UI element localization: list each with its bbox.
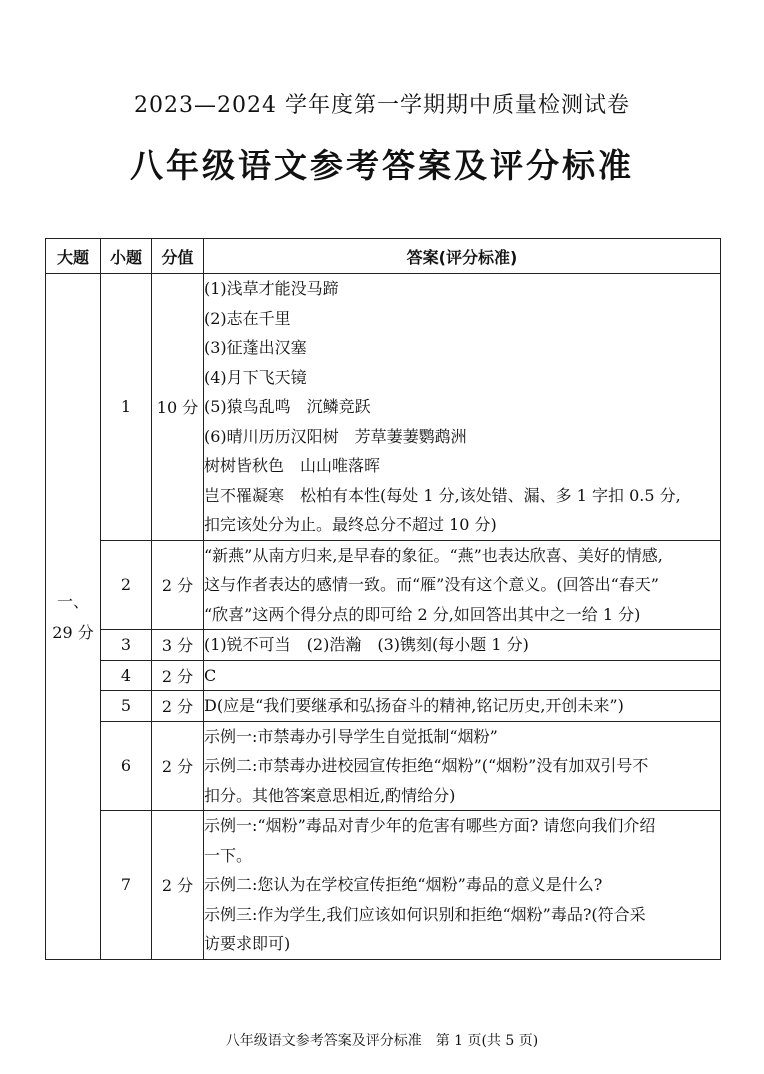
answer-line: 岂不罹凝寒 松柏有本性(每处 1 分,该处错、漏、多 1 字扣 0.5 分, <box>204 485 681 505</box>
question-score: 10 分 <box>152 274 204 541</box>
answer-line: “新燕”从南方归来,是早春的象征。“燕”也表达欣喜、美好的情感, <box>204 545 663 565</box>
page-footer: 八年级语文参考答案及评分标准 第 1 页(共 5 页) <box>225 1033 539 1049</box>
question-number: 3 <box>101 630 152 661</box>
answer-line: 扣完该处分为止。最终总分不超过 10 分) <box>204 515 497 534</box>
question-number: 1 <box>101 274 152 541</box>
question-number: 4 <box>101 660 152 691</box>
header-answer: 答案(评分标准) <box>204 239 721 274</box>
question-number: 7 <box>101 811 152 960</box>
answer-line: (5)猿鸟乱鸣 沉鳞竞跃 <box>204 397 371 416</box>
answer-line: (4)月下飞天镜 <box>204 367 307 387</box>
question-score: 2 分 <box>152 721 204 811</box>
answer-line: 这与作者表达的感情一致。而“雁”没有这个意义。(回答出“春天” <box>204 575 659 594</box>
answer-line: 示例二:您认为在学校宣传拒绝“烟粉”毒品的意义是什么? <box>204 875 603 894</box>
question-score: 2 分 <box>152 540 204 630</box>
document-title: 八年级语文参考答案及评分标准 <box>130 146 634 185</box>
answer-line: (6)晴川历历汉阳树 芳草萋萋鹦鹉洲 <box>204 426 467 446</box>
table-row <box>46 630 721 661</box>
answer-line: 示例一:市禁毒办引导学生自觉抵制“烟粉” <box>204 726 498 746</box>
header-section: 大题 <box>46 239 101 274</box>
answer-line: 示例三:作为学生,我们应该如何识别和拒绝“烟粉”毒品?(符合采 <box>204 904 646 924</box>
question-score: 2 分 <box>152 811 204 960</box>
table-header-row <box>46 239 721 274</box>
answer-cell <box>204 660 721 691</box>
answer-cell <box>204 691 721 722</box>
answer-line: (1)锐不可当 (2)浩瀚 (3)镌刻(每小题 1 分) <box>204 635 529 654</box>
table-row <box>46 721 721 811</box>
table-row <box>46 660 721 691</box>
question-number: 6 <box>101 721 152 811</box>
question-number: 5 <box>101 691 152 722</box>
section-score: 29 分 <box>52 623 94 643</box>
answer-line: 示例一:“烟粉”毒品对青少年的危害有哪些方面? 请您向我们介绍 <box>204 816 656 835</box>
answer-line: 一下。 <box>204 845 253 865</box>
question-score: 2 分 <box>152 660 204 691</box>
exam-title: 2023—2024 学年度第一学期期中质量检测试卷 <box>134 93 630 118</box>
answer-line: 扣分。其他答案意思相近,酌情给分) <box>204 785 456 805</box>
answer-line: (3)征蓬出汉塞 <box>204 338 307 357</box>
answer-line: 示例二:市禁毒办进校园宣传拒绝“烟粉”(“烟粉”没有加双引号不 <box>204 756 649 775</box>
answer-cell <box>204 630 721 661</box>
question-score: 3 分 <box>152 630 204 661</box>
answer-line: (2)志在千里 <box>204 308 291 328</box>
answer-line: C <box>204 665 217 685</box>
question-number: 2 <box>101 540 152 630</box>
section-cell <box>46 274 101 960</box>
table-row <box>46 540 721 630</box>
table-row <box>46 691 721 722</box>
table-row <box>46 274 721 541</box>
answer-table <box>45 238 721 960</box>
table-row <box>46 811 721 960</box>
answer-cell <box>204 721 721 811</box>
header-question: 小题 <box>101 239 152 274</box>
section-number: 一、 <box>56 592 89 612</box>
answer-line: (1)浅草才能没马蹄 <box>204 279 339 298</box>
answer-cell <box>204 540 721 630</box>
answer-cell <box>204 274 721 541</box>
answer-line: 树树皆秋色 山山唯落晖 <box>204 456 381 475</box>
header-score: 分值 <box>152 239 204 274</box>
answer-line: D(应是“我们要继承和弘扬奋斗的精神,铭记历史,开创未来”) <box>204 696 624 715</box>
answer-line: “欣喜”这两个得分点的即可给 2 分,如回答出其中之一给 1 分) <box>204 604 641 624</box>
answer-cell <box>204 811 721 960</box>
answer-line: 访要求即可) <box>204 934 291 953</box>
question-score: 2 分 <box>152 691 204 722</box>
